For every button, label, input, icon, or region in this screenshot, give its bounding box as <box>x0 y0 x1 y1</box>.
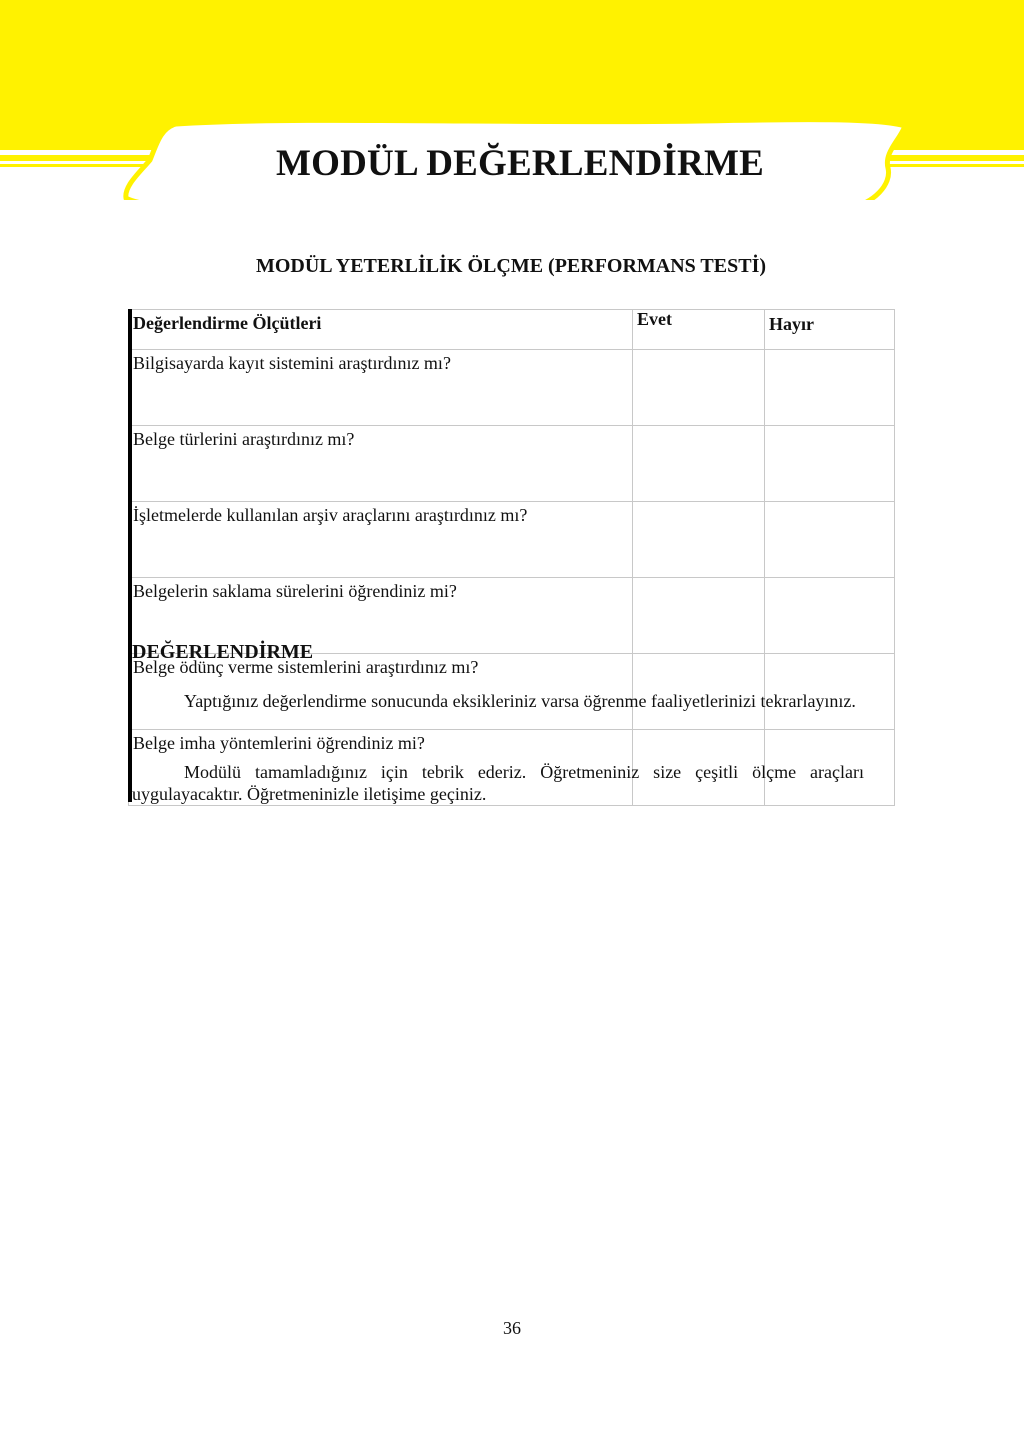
hayir-cell[interactable] <box>765 502 895 578</box>
evaluation-paragraph-1: Yaptığınız değerlendirme sonucunda eksikleriniz varsa öğrenme faaliyetlerinizi tekrarlayınız. <box>184 691 856 711</box>
header-hayir: Hayır <box>765 310 895 350</box>
evaluation-heading: DEĞERLENDİRME <box>132 641 314 663</box>
evet-cell[interactable] <box>633 426 765 502</box>
evet-cell[interactable] <box>633 578 765 654</box>
hayir-cell[interactable] <box>765 578 895 654</box>
criterion-cell: Bilgisayarda kayıt sistemini araştırdınız mı? <box>129 350 633 426</box>
criterion-cell: Belge ödünç verme sistemlerini araştırdınız mı? <box>129 654 633 730</box>
evet-cell[interactable] <box>633 350 765 426</box>
evet-cell[interactable] <box>633 502 765 578</box>
criterion-cell: Belge türlerini araştırdınız mı? <box>129 426 633 502</box>
page-title-text: MODÜL DEĞERLENDİRME <box>276 143 764 184</box>
evaluation-paragraph-2: Modülü tamamladığınız için tebrik ederiz. Öğretmeniniz size çeşitli ölçme araçları uygulayacaktır. Öğretmeninizle iletişime geçiniz. <box>132 762 864 804</box>
table-row <box>129 502 895 578</box>
criterion-cell: Belgelerin saklama sürelerini öğrendiniz mi? <box>129 578 633 654</box>
header-criteria: Değerlendirme Ölçütleri <box>129 310 633 350</box>
page-number: 36 <box>503 1318 521 1338</box>
section-title: MODÜL YETERLİLİK ÖLÇME (PERFORMANS TESTİ) <box>255 255 767 277</box>
table-row <box>129 350 895 426</box>
left-margin-rule <box>128 309 132 802</box>
hayir-cell[interactable] <box>765 350 895 426</box>
criterion-cell: Belge imha yöntemlerini öğrendiniz mi? <box>129 730 633 806</box>
table-header-row <box>129 310 895 350</box>
hayir-cell[interactable] <box>765 426 895 502</box>
performance-test-table <box>128 309 895 806</box>
header-evet: Evet <box>633 310 765 350</box>
criterion-cell: İşletmelerde kullanılan arşiv araçlarını araştırdınız mı? <box>129 502 633 578</box>
page-title <box>150 136 890 196</box>
table-row <box>129 426 895 502</box>
